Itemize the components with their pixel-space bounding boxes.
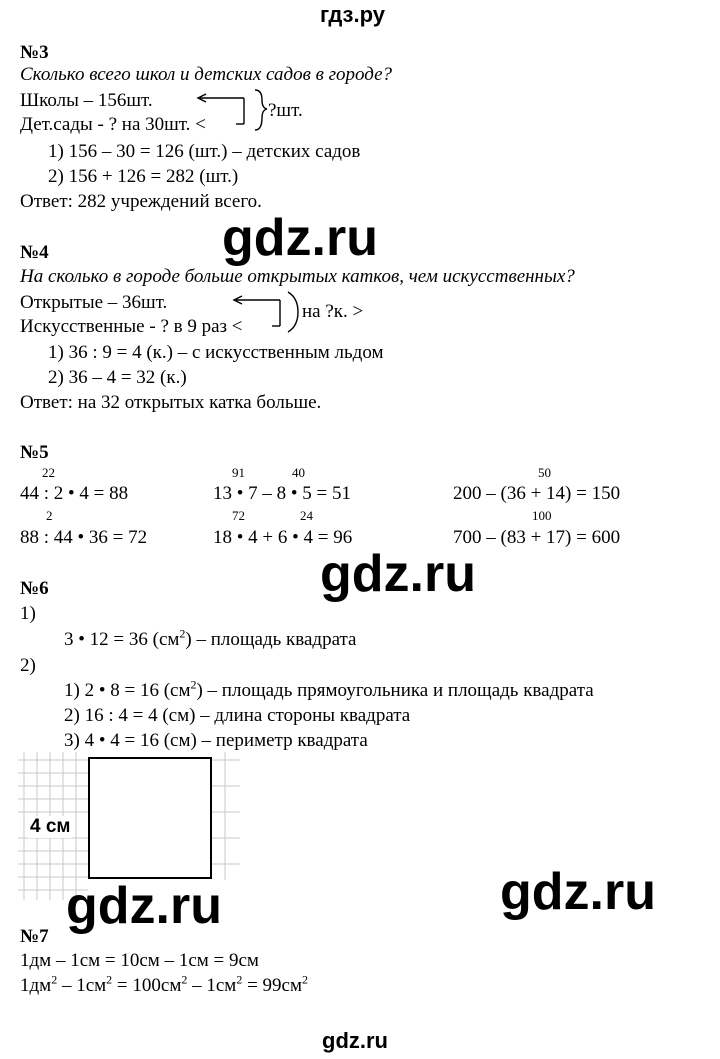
task5-expr: 18 • 4 + 6 • 4 = 96 (213, 527, 353, 548)
task7-number: №7 (20, 926, 49, 947)
task3-line2: Дет.сады - ? на 30шт. < (20, 114, 206, 135)
task5-hint: 2 (46, 508, 53, 523)
task4-arrow (234, 292, 298, 332)
watermark: gdz.ru (320, 545, 476, 603)
task6-part1-label: 1) (20, 603, 36, 624)
task3-answer: Ответ: 282 учреждений всего. (20, 191, 262, 212)
task6-step3: 3) 4 • 4 = 16 (см) – периметр квадрата (64, 730, 368, 751)
task5-expr: 200 – (36 + 14) = 150 (453, 483, 621, 504)
figure-side-label: 4 см (30, 816, 71, 837)
task6-part2-label: 2) (20, 655, 36, 676)
task5-expr: 700 – (83 + 17) = 600 (453, 527, 621, 548)
task3-brace-label: ?шт. (268, 100, 303, 121)
task5-hint: 22 (42, 465, 55, 480)
task6-number: №6 (20, 578, 49, 599)
task6-step2: 2) 16 : 4 = 4 (см) – длина стороны квадрата (64, 705, 411, 726)
task5-hint: 24 (300, 508, 313, 523)
task5-number: №5 (20, 442, 49, 463)
square-shape (89, 758, 211, 878)
task4-question: На сколько в городе больше открытых катков, чем искусственных? (20, 266, 575, 287)
task5-hint: 40 (292, 465, 305, 480)
task5-expr: 13 • 7 – 8 • 5 = 51 (213, 483, 352, 504)
task5-hint: 72 (232, 508, 245, 523)
task6-step1: 1) 2 • 8 = 16 $(см^2)$ – площадь прямоугольника и площадь квадрата (64, 677, 594, 701)
task5-hint: 91 (232, 465, 245, 480)
task4-answer: Ответ: на 32 открытых катка больше. (20, 392, 322, 413)
task4-step2: 2) 36 – 4 = 32 (к.) (48, 367, 187, 388)
task3-step2: 2) 156 + 126 = 282 (шт.) (48, 166, 239, 187)
task4-number: №4 (20, 242, 49, 263)
site-header: гдз.ру (320, 2, 385, 27)
task7-line1: 1дм – 1см = 10см – 1см = 9см (20, 950, 259, 971)
task3-arrow (198, 90, 267, 130)
task4-line2: Искусственные - ? в 9 раз < (20, 316, 243, 337)
task3-step1: 1) 156 – 30 = 126 (шт.) – детских садов (48, 141, 361, 162)
watermark: gdz.ru (222, 209, 378, 267)
task5-hint: 100 (532, 508, 552, 523)
task6-part1-line: 3 • 12 = 36 $(см^2)$ – площадь квадрата (64, 626, 357, 650)
task5-expr: 44 : 2 • 4 = 88 (20, 483, 129, 504)
watermark: gdz.ru (66, 877, 222, 935)
task5-hint: 50 (538, 465, 551, 480)
task5-expr: 88 : 44 • 36 = 72 (20, 527, 148, 548)
task7-line2: $1дм^2 - 1см^2 = 100см^2 - 1см^2 = 99см^2$ (20, 972, 308, 996)
task3-number: №3 (20, 42, 49, 63)
watermark: gdz.ru (500, 863, 656, 921)
task4-step1: 1) 36 : 9 = 4 (к.) – с искусственным льдом (48, 342, 384, 363)
task4-line1: Открытые – 36шт. (20, 292, 168, 313)
watermark-footer: gdz.ru (322, 1028, 388, 1053)
task3-line1: Школы – 156шт. (20, 90, 153, 111)
task4-brace-label: на ?к. > (302, 301, 364, 322)
task3-question: Сколько всего школ и детских садов в городе? (20, 64, 393, 85)
